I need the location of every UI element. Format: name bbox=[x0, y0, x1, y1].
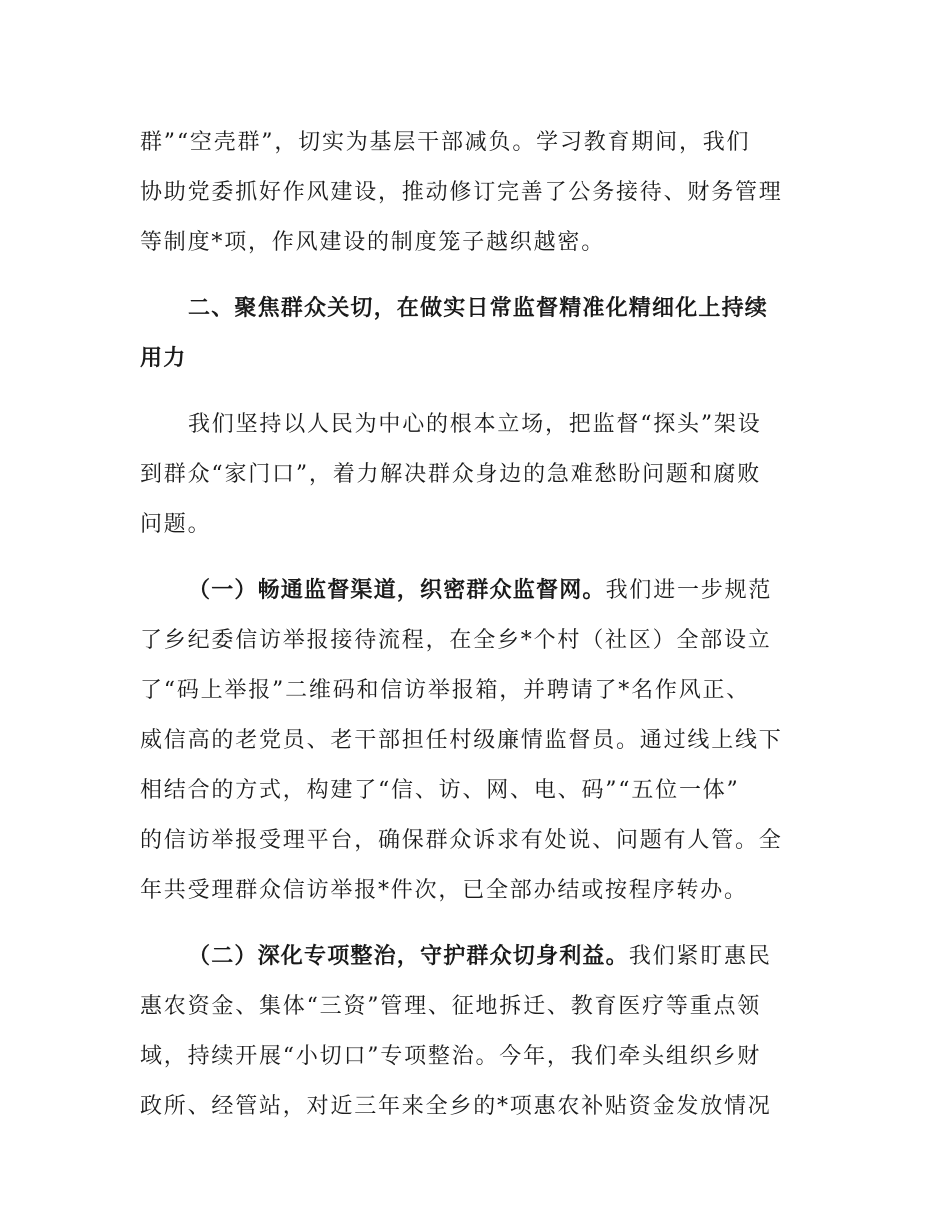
subheading-lead: （一）畅通监督渠道，织密群众监督网。 bbox=[188, 578, 606, 603]
section-heading-two bbox=[140, 284, 812, 384]
text-line: 域，持续开展“小切口”专项整治。今年，我们牵头组织乡财 bbox=[140, 1044, 762, 1069]
heading-line: 二、聚焦群众关切，在做实日常监督精准化精细化上持续 bbox=[188, 296, 769, 321]
text-line bbox=[140, 932, 812, 982]
text-line: 相结合的方式，构建了“信、访、网、电、码”“五位一体” bbox=[140, 778, 740, 803]
text-line: 我们坚持以人民为中心的根本立场，把监督“探头”架设 bbox=[188, 412, 762, 437]
spacer bbox=[140, 550, 812, 566]
text-line: 威信高的老党员、老干部担任村级廉情监督员。通过线上线下 bbox=[140, 728, 783, 753]
text-line: 年共受理群众信访举报*件次，已全部办结或按程序转办。 bbox=[140, 878, 748, 903]
spacer bbox=[140, 268, 812, 284]
document-page bbox=[140, 118, 812, 1132]
text-line: 了乡纪委信访举报接待流程，在全乡*个村（社区）全部设立 bbox=[140, 628, 772, 653]
text-line bbox=[140, 566, 812, 616]
spacer bbox=[140, 384, 812, 400]
text-line: 了“码上举报”二维码和信访举报箱，并聘请了*名作风正、 bbox=[140, 678, 751, 703]
text-line: 等制度*项，作风建设的制度笼子越织越密。 bbox=[140, 230, 606, 255]
text-span: 我们进一步规范 bbox=[605, 578, 773, 603]
paragraph-work-style bbox=[140, 118, 812, 268]
paragraph-people-centered bbox=[140, 400, 812, 550]
subheading-lead: （二）深化专项整治，守护群众切身利益。 bbox=[188, 944, 629, 969]
spacer bbox=[140, 916, 812, 932]
paragraph-special-rectification bbox=[140, 932, 812, 1132]
text-line: 的信访举报受理平台，确保群众诉求有处说、问题有人管。全 bbox=[140, 828, 783, 853]
heading-line: 用力 bbox=[140, 346, 187, 371]
text-span: 我们紧盯惠民 bbox=[628, 944, 772, 969]
text-line: 协助党委抓好作风建设，推动修订完善了公务接待、财务管理 bbox=[140, 180, 783, 205]
text-line: 政所、经管站，对近三年来全乡的*项惠农补贴资金发放情况 bbox=[140, 1094, 772, 1119]
text-line: 群”“空壳群”，切实为基层干部减负。学习教育期间，我们 bbox=[140, 130, 751, 155]
text-line: 问题。 bbox=[140, 512, 212, 537]
text-line: 到群众“家门口”，着力解决群众身边的急难愁盼问题和腐败 bbox=[140, 462, 762, 487]
text-line: 惠农资金、集体“三资”管理、征地拆迁、教育医疗等重点领 bbox=[140, 994, 762, 1019]
paragraph-supervision-channels bbox=[140, 566, 812, 916]
